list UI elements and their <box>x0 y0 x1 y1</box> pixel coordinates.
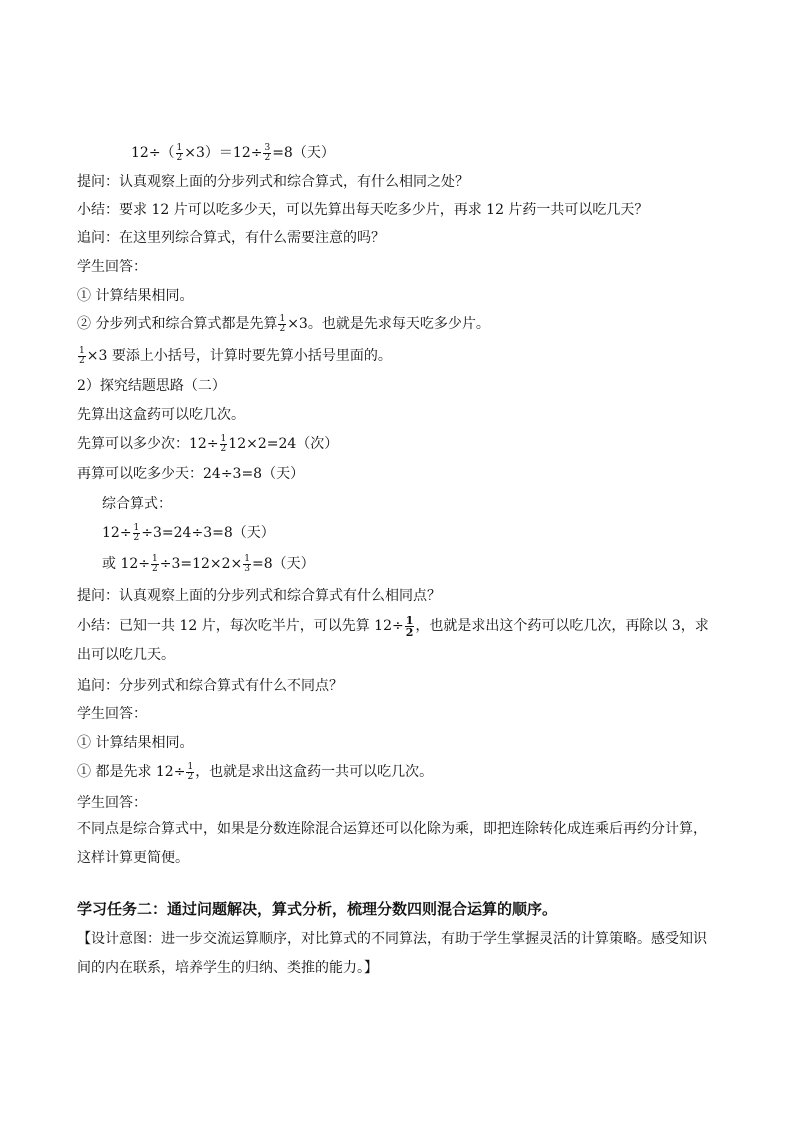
design-intent: 【设计意图：进一步交流运算顺序，对比算式的不同算法，有助于学生掌握灵活的计算策略。感受知识间的内在联系，培养学生的归纳、类推的能力。】 <box>77 931 707 976</box>
calc-line: 先算可以多少次：12÷ $\frac{1}{2}$ 12×2=24（次） <box>77 433 339 454</box>
student-answer-label: 学生回答： <box>77 795 147 811</box>
answer-item: ① 计算结果相同。 <box>77 288 194 304</box>
student-answer-label: 学生回答： <box>77 259 147 275</box>
section-heading: 2）探究结题思路（二） <box>77 378 226 394</box>
summary-2: 小结：已知一共 12 片，每次吃半片，可以先算 12÷ $\frac{1}{2}$ ，也就是求出这个药可以吃几次，再除以 3，求出可以吃几天。 <box>77 613 709 663</box>
difference-paragraph: 不同点是综合算式中，如果是分数连除混合运算还可以化除为乘，即把连除转化成连乘后再约分计算，这样计算更简便。 <box>77 821 707 866</box>
student-answer-label: 学生回答： <box>77 706 147 722</box>
combined-formula: 12÷ $\frac{1}{2}$ ÷3=24÷3=8（天） <box>102 522 275 543</box>
fraction: $\frac{1}{2}$ <box>79 345 85 366</box>
fraction: $\frac{1}{2}$ <box>176 142 183 163</box>
fraction: $\frac{1}{2}$ <box>405 613 414 639</box>
fraction: $\frac{3}{2}$ <box>264 142 271 163</box>
answer-item: ① 都是先求 12÷ $\frac{1}{2}$ ，也就是求出这盒药一共可以吃几次。 <box>77 761 434 782</box>
summary-1: 小结：要求 12 片可以吃多少天，可以先算出每天吃多少片，再求 12 片药一共可以吃几天？ <box>77 202 649 218</box>
formula-text: 12÷（ <box>131 145 175 161</box>
question-1: 提问：认真观察上面的分步列式和综合算式，有什么相同之处？ <box>77 174 469 190</box>
formula-text: ×3）＝12÷ <box>184 145 263 161</box>
formula-top <box>131 143 335 163</box>
fraction: $\frac{1}{3}$ <box>244 553 251 574</box>
question-2: 提问：认真观察上面的分步列式和综合算式有什么相同点？ <box>77 588 441 604</box>
fraction: $\frac{1}{2}$ <box>187 761 194 782</box>
calc-line: 再算可以吃多少天：24÷3=8（天） <box>77 466 305 482</box>
answer-item: ② 分步列式和综合算式都是先算 $\frac{1}{2}$ ×3。也就是先求每天吃多少片。 <box>77 313 490 334</box>
fraction: $\frac{1}{2}$ <box>133 522 140 543</box>
fraction: $\frac{1}{2}$ <box>279 313 286 334</box>
formula-text: =8（天） <box>272 145 335 161</box>
combined-label: 综合算式： <box>102 496 172 512</box>
followup-1: 追问：在这里列综合算式，有什么需要注意的吗？ <box>77 230 385 246</box>
paragraph: 先算出这盒药可以吃几次。 <box>77 407 245 423</box>
fraction: $\frac{1}{2}$ <box>220 433 227 454</box>
answer-item: $\frac{1}{2}$ ×3 要添上小括号，计算时要先算小括号里面的。 <box>79 345 392 366</box>
task-2-heading: 学习任务二：通过问题解决，算式分析，梳理分数四则混合运算的顺序。 <box>77 900 558 918</box>
followup-2: 追问：分步列式和综合算式有什么不同点？ <box>77 678 343 694</box>
combined-formula: 或 12÷ $\frac{1}{2}$ ÷3=12×2× $\frac{1}{3}$ =8（天） <box>102 553 315 574</box>
answer-item: ① 计算结果相同。 <box>77 735 194 751</box>
fraction: $\frac{1}{2}$ <box>152 553 158 574</box>
